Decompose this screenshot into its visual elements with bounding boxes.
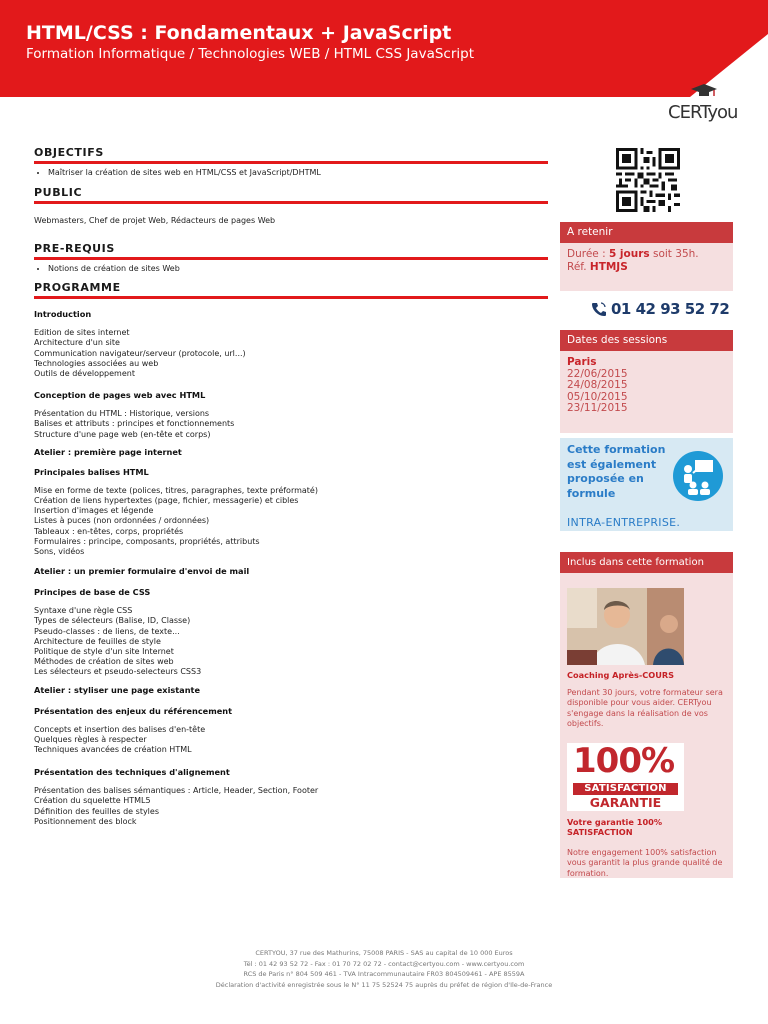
footer — [0, 948, 768, 990]
list-item: Mise en forme de texte (polices, titres, paragraphes, texte préformaté) — [34, 485, 318, 495]
list-item: Architecture de feuilles de style — [34, 636, 161, 646]
list-item: Création de liens hypertextes (page, fichier, messagerie) et cibles — [34, 496, 299, 506]
duree-suffix: soit 35h. — [649, 248, 699, 260]
module-css — [34, 587, 548, 694]
a-retenir-box — [560, 222, 733, 291]
list-item: Politique de style d'un site Internet — [34, 647, 174, 657]
module-introduction — [34, 309, 548, 379]
list-item: • Maîtriser la création de sites web en HTML/CSS et JavaScript/DHTML — [48, 168, 548, 178]
programme-section — [34, 281, 548, 827]
badge-garantie: GARANTIE — [589, 795, 662, 810]
list-item: Communication navigateur/serveur (protocole, url...) — [34, 348, 246, 358]
list-item: Techniques avancées de création HTML — [34, 745, 192, 755]
inclus-heading: Inclus dans cette formation — [560, 552, 733, 573]
ref-label: Réf. — [567, 260, 590, 273]
duree-label: Durée : — [567, 248, 609, 260]
garantie-text: Notre engagement 100% satisfaction vous garantit la plus grande qualité de formation. — [567, 848, 723, 878]
list-item: Méthodes de création de sites web — [34, 657, 174, 667]
intra-wide-label: INTRA-ENTREPRISE. — [567, 516, 681, 529]
dates-city: Paris — [567, 356, 597, 368]
list-item: Architecture d'un site — [34, 338, 120, 348]
module-items — [34, 606, 548, 677]
ref-value: HTMJS — [589, 260, 628, 273]
section-divider — [34, 161, 548, 164]
list-item: Balises et attributs : principes et fonctionnements — [34, 419, 235, 429]
logo-text-you: you — [707, 102, 738, 123]
a-retenir-heading: A retenir — [560, 222, 733, 243]
public-section — [34, 186, 548, 226]
content-column — [34, 146, 548, 827]
list-item: Quelques règles à respecter — [34, 734, 147, 744]
module-balises — [34, 467, 548, 576]
list-item: Types de sélecteurs (Balise, ID, Classe) — [34, 616, 191, 626]
list-item: Insertion d'images et légende — [34, 506, 154, 516]
phone-text: 01 42 93 52 72 — [611, 300, 730, 318]
breadcrumb: Formation Informatique / Technologies WEB / HTML CSS JavaScript — [26, 46, 474, 62]
dates-box — [560, 330, 733, 433]
list-item: Sons, vidéos — [34, 547, 85, 557]
list-item: Formulaires : principe, composants, propriétés, attributs — [34, 536, 260, 546]
section-heading: PUBLIC — [34, 186, 83, 199]
garantie-title: Votre garantie 100% SATISFACTION — [567, 817, 663, 838]
session-date: 22/06/2015 — [567, 367, 628, 380]
qr-code-icon — [616, 148, 680, 212]
badge-percent: 100% — [573, 741, 675, 781]
session-date: 05/10/2015 — [567, 390, 628, 403]
coaching-title: Coaching Après-COURS — [567, 670, 675, 680]
module-alignement — [34, 767, 548, 827]
module-items — [34, 486, 548, 557]
module-title: Principales balises HTML — [34, 466, 149, 477]
inclus-box — [560, 552, 733, 878]
dates-heading: Dates des sessions — [560, 330, 733, 351]
module-items — [34, 328, 548, 379]
coaching-text: Pendant 30 jours, votre formateur sera disponible pour vous aider. CERTyou s'engage dans la réalisation de vos objectifs. — [567, 688, 723, 728]
module-conception — [34, 390, 548, 457]
duree-value: 5 jours — [608, 248, 650, 260]
list-item: Les sélecteurs et pseudo-selecteurs CSS3 — [34, 667, 202, 677]
phone-number[interactable] — [591, 300, 729, 318]
list-item: Concepts et insertion des balises d'en-tête — [34, 724, 206, 734]
section-heading: OBJECTIFS — [34, 146, 104, 159]
certyou-logo — [665, 84, 745, 130]
page-title: HTML/CSS : Fondamentaux + JavaScript — [26, 22, 452, 44]
module-items — [34, 725, 548, 756]
list-item: Technologies associées au web — [34, 358, 159, 368]
list-item: Outils de développement — [34, 369, 135, 379]
list-item: • Notions de création de sites Web — [48, 264, 548, 274]
list-item: Positionnement des block — [34, 816, 137, 826]
list-item: Tableaux : en-têtes, corps, propriétés — [34, 526, 184, 536]
badge-satisfaction: SATISFACTION — [573, 783, 678, 795]
module-title: Principes de base de CSS — [34, 587, 151, 598]
atelier-label: Atelier : première page internet — [34, 446, 182, 457]
objectifs-section — [34, 146, 548, 178]
session-date: 24/08/2015 — [567, 379, 628, 392]
section-divider — [34, 201, 548, 204]
prerequis-section — [34, 242, 548, 274]
list-item: Listes à puces (non ordonnées / ordonnées) — [34, 516, 210, 526]
header-banner — [0, 0, 768, 100]
atelier-label: Atelier : styliser une page existante — [34, 684, 200, 695]
intra-text: Cette formation est également proposée en formule — [567, 443, 666, 500]
module-title: Conception de pages web avec HTML — [34, 390, 206, 401]
satisfaction-badge — [567, 743, 684, 811]
footer-line: Déclaration d'activité enregistrée sous le N° 11 75 52524 75 auprès du préfet de région d'Ile-de-France — [215, 980, 553, 989]
teaching-icon — [673, 451, 723, 501]
module-title: Présentation des enjeux du référencement — [34, 705, 233, 716]
module-referencement — [34, 706, 548, 756]
section-heading: PROGRAMME — [34, 281, 121, 295]
footer-line: RCS de Paris n° 804 509 461 - TVA Intracommunautaire FR03 804509461 - APE 8559A — [243, 970, 525, 978]
section-divider — [34, 296, 548, 299]
list-item: Présentation des balises sémantiques : Article, Header, Section, Footer — [34, 786, 319, 796]
logo-text-cert: CERT — [668, 102, 708, 123]
module-items — [34, 786, 548, 827]
public-text: Webmasters, Chef de projet Web, Rédacteurs de pages Web — [34, 216, 276, 225]
list-item: Edition de sites internet — [34, 328, 130, 338]
list-item: Définition des feuilles de styles — [34, 806, 159, 816]
list-item: Structure d'une page web (en-tête et corps) — [34, 429, 211, 439]
coaching-photo — [567, 588, 684, 665]
section-heading: PRE-REQUIS — [34, 242, 115, 256]
list-item: Création du squelette HTML5 — [34, 796, 151, 806]
session-date: 23/11/2015 — [567, 402, 628, 415]
sidebar — [560, 222, 733, 291]
list-item: Pseudo-classes : de liens, de texte... — [34, 626, 180, 636]
phone-icon — [591, 302, 607, 317]
graduation-cap-icon — [691, 84, 717, 98]
list-item: Syntaxe d'une règle CSS — [34, 606, 133, 616]
module-title: Introduction — [34, 309, 92, 320]
atelier-label: Atelier : un premier formulaire d'envoi de mail — [34, 566, 250, 577]
footer-line: Tél : 01 42 93 52 72 - Fax : 01 70 72 02 72 - contact@certyou.com - www.certyou.com — [243, 959, 525, 968]
module-title: Présentation des techniques d'alignement — [34, 767, 230, 778]
footer-line: CERTYOU, 37 rue des Mathurins, 75008 PARIS - SAS au capital de 10 000 Euros — [255, 949, 513, 957]
intra-entreprise-box — [560, 438, 733, 531]
module-items — [34, 409, 548, 440]
list-item: Présentation du HTML : Historique, versions — [34, 409, 210, 419]
section-divider — [34, 257, 548, 260]
